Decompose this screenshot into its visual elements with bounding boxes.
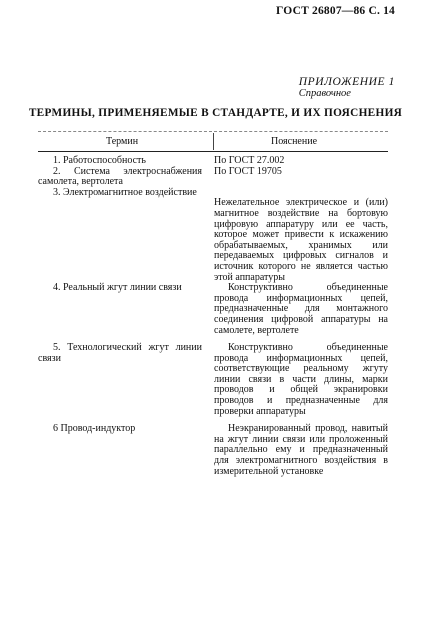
terms-table bbox=[38, 156, 388, 477]
term-cell: 3. Электромагнитное воздействие bbox=[53, 186, 197, 198]
term-cell: 6 Провод-индуктор bbox=[53, 423, 136, 435]
column-header-explanation: Пояснение bbox=[271, 136, 318, 147]
table-row bbox=[38, 167, 388, 188]
term-cell: 1. Работоспособность bbox=[53, 155, 146, 166]
appendix-subtitle: Справочное bbox=[298, 88, 351, 99]
table-row bbox=[38, 188, 388, 283]
table-header-rule bbox=[38, 151, 388, 152]
table-row bbox=[38, 283, 388, 336]
explanation-cell: По ГОСТ 19705 bbox=[214, 165, 282, 177]
table-row bbox=[38, 343, 388, 417]
page-header: ГОСТ 26807—86 С. 14 bbox=[276, 5, 395, 17]
column-header-term: Термин bbox=[106, 136, 139, 147]
table-top-rule bbox=[38, 131, 388, 132]
explanation-cell: Неэкранированный провод, навитый на жгут линии связи или проложенный параллельно ему и предназначенный для электромагнитного воздействия в измерительной установке bbox=[214, 423, 388, 477]
explanation-cell: По ГОСТ 27.002 bbox=[214, 155, 285, 166]
explanation-cell: Конструктивно объединенные провода информационных цепей, соответствующие реальному жгуту линии связи в части длины, марки проводов и общей экранировки проводов и предназначенные для проверки аппаратуры bbox=[214, 342, 388, 417]
appendix-title: ПРИЛОЖЕНИЕ 1 bbox=[298, 76, 395, 88]
explanation-cell: Конструктивно объединенные провода информационных цепей, предназначенные для монтажного соединения цифровой аппаратуры на самолете, вертолете bbox=[214, 282, 388, 336]
table-row bbox=[38, 156, 388, 167]
section-title: ТЕРМИНЫ, ПРИМЕНЯЕМЫЕ В СТАНДАРТЕ, И ИХ ПОЯСНЕНИЯ bbox=[28, 107, 403, 119]
explanation-cell: Нежелательное электрическое и (или) магнитное воздействие на бортовую цифровую аппаратуру или ее часть, которое может привести к искажению обрабатываемых, хранимых или передаваемых цифровых сигналов и источник которого не является частью этой аппаратуры bbox=[214, 197, 388, 283]
table-row bbox=[38, 424, 388, 477]
term-cell: 5. Технологический жгут линии связи bbox=[38, 342, 202, 364]
header-column-divider bbox=[213, 133, 214, 150]
appendix-label bbox=[299, 76, 395, 100]
term-cell: 2. Система электроснабжения самолета, вертолета bbox=[38, 165, 202, 188]
term-cell: 4. Реальный жгут линии связи bbox=[53, 282, 182, 294]
